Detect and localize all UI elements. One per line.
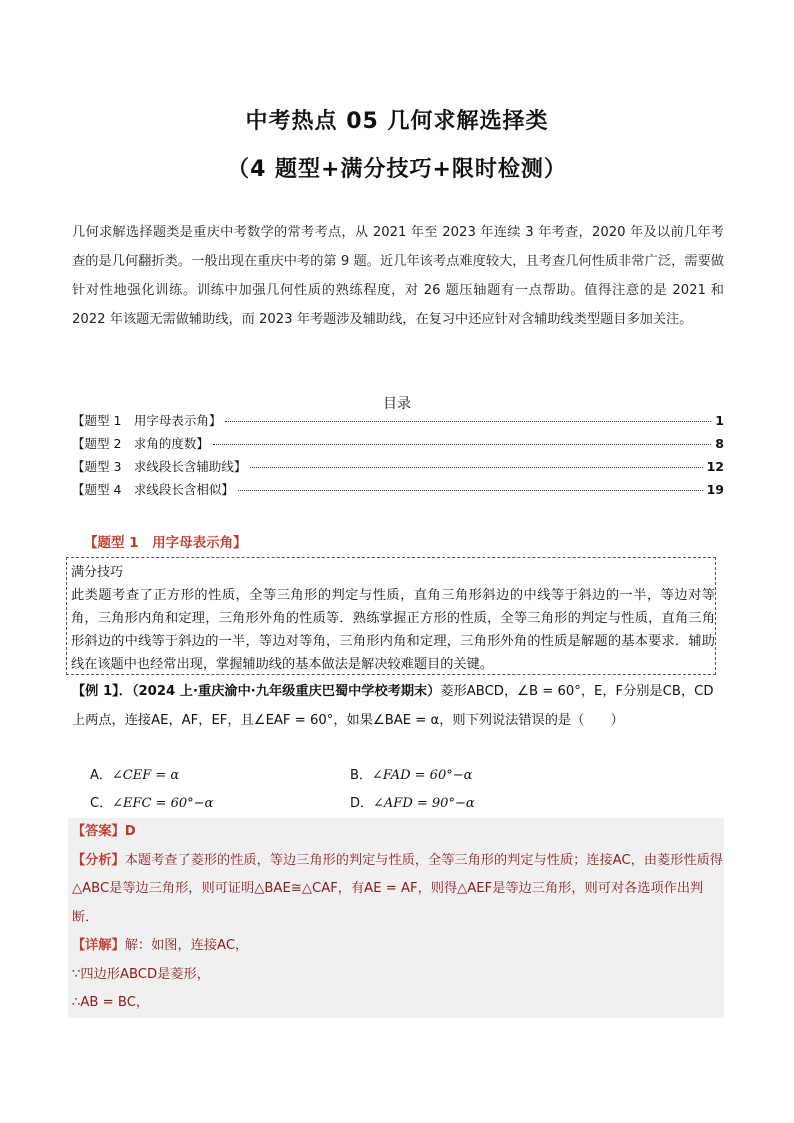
toc-item-4[interactable] — [72, 480, 724, 503]
option-c[interactable] — [90, 792, 213, 811]
option-b[interactable] — [350, 764, 472, 783]
toc-item-1[interactable] — [72, 411, 724, 434]
answer-row — [68, 818, 724, 847]
answer-tag: 【答案】 — [72, 824, 125, 839]
toc-item-page: 19 — [706, 482, 724, 497]
page-title: 中考热点 05 几何求解选择类 — [245, 109, 549, 134]
toc-item-label: 【题型 3 求线段长含辅助线】 — [72, 459, 247, 474]
tips-title: 满分技巧 — [71, 565, 124, 580]
option-key: A． — [90, 768, 112, 783]
tips-body: 此类题考查了正方形的性质，全等三角形的判定与性质，直角三角形斜边的中线等于斜边的一半，等边对等角，三角形内角和定理，三角形外角的性质等．熟练掌握正方形的性质，全等三角形的判定与性质，直角三角形斜边的中线等于斜边的一半，等边对等角，三角形内角和定理，三角形外角的性质是解题的基本要求．辅助线在该题中也经常出现，掌握辅助线的基本做法是解决较难题目的关键。 — [71, 588, 715, 672]
table-of-contents — [72, 411, 724, 503]
intro-paragraph: 几何求解选择题类是重庆中考数学的常考考点，从 2021 年至 2023 年连续 3 年考查，2020 年及以前几年考查的是几何翻折类。一般出现在重庆中考的第 9 题。近几年该考点难度较大，且考查几何性质非常广泛，需要做针对性地强化训练。训练中加强几何性质的熟练程度，对 26 题压轴题有一点帮助。值得注意的是 2021 和 2022 年该题无需做辅助线，而 2023 年考题涉及辅助线，在复习中还应针对含辅助线类型题目多加关注。 — [72, 225, 724, 327]
toc-leader — [238, 490, 703, 491]
toc-leader — [250, 467, 702, 468]
analysis-tag: 【分析】 — [72, 852, 125, 868]
detail-row — [68, 932, 724, 961]
toc-item-label: 【题型 1 用字母表示角】 — [72, 413, 222, 428]
option-text: ∠FAD = 60°−α — [371, 768, 473, 783]
example-stem: 菱形ABCD，∠B = 60°，E，F分别是CB，CD上两点，连接AE，AF，EF，且∠EAF = 60°，如果∠BAE = α，则下列说法错误的是（ ） — [72, 684, 714, 728]
analysis-row — [68, 847, 724, 933]
example-label: 【例 1】 — [72, 684, 119, 699]
example-question — [72, 677, 724, 735]
option-key: B． — [350, 768, 372, 783]
toc-item-2[interactable] — [72, 434, 724, 457]
tips-box — [66, 557, 716, 675]
answer-value: D — [124, 824, 136, 839]
toc-leader — [213, 444, 711, 445]
option-text: ∠EFC = 60°−α — [112, 796, 214, 811]
page-subtitle: （4 题型+满分技巧+限时检测） — [227, 157, 567, 182]
option-a[interactable] — [90, 764, 179, 783]
toc-item-label: 【题型 4 求线段长含相似】 — [72, 482, 234, 497]
option-text: ∠AFD = 90°−α — [373, 796, 475, 811]
example-source: ．（2024 上·重庆渝中·九年级重庆巴蜀中学校考期末） — [118, 684, 441, 699]
solution-box — [68, 818, 724, 1018]
analysis-text: 本题考查了菱形的性质，等边三角形的判定与性质，全等三角形的判定与性质；连接AC，由菱形性质得△ABC是等边三角形，则可证明△BAE≅△CAF，有AE = AF，则得△AEF是等边三角形，则可对各选项作出判断． — [72, 852, 723, 925]
section-title: 【题型 1 用字母表示角】 — [84, 535, 247, 551]
option-key: C． — [90, 796, 113, 811]
detail-row: ∵四边形ABCD是菱形， — [72, 966, 210, 982]
toc-item-3[interactable] — [72, 457, 724, 480]
toc-heading: 目录 — [383, 396, 411, 412]
detail-row: ∴AB = BC， — [72, 995, 150, 1010]
detail-line: 解：如图，连接AC， — [124, 938, 249, 953]
toc-leader — [225, 421, 711, 422]
toc-item-label: 【题型 2 求角的度数】 — [72, 436, 209, 451]
toc-item-page: 12 — [706, 459, 724, 474]
option-key: D． — [350, 796, 374, 811]
option-text: ∠CEF = α — [111, 768, 180, 783]
toc-item-page: 8 — [715, 436, 724, 451]
detail-tag: 【详解】 — [72, 938, 125, 953]
option-d[interactable] — [350, 792, 475, 811]
toc-item-page: 1 — [715, 413, 724, 428]
